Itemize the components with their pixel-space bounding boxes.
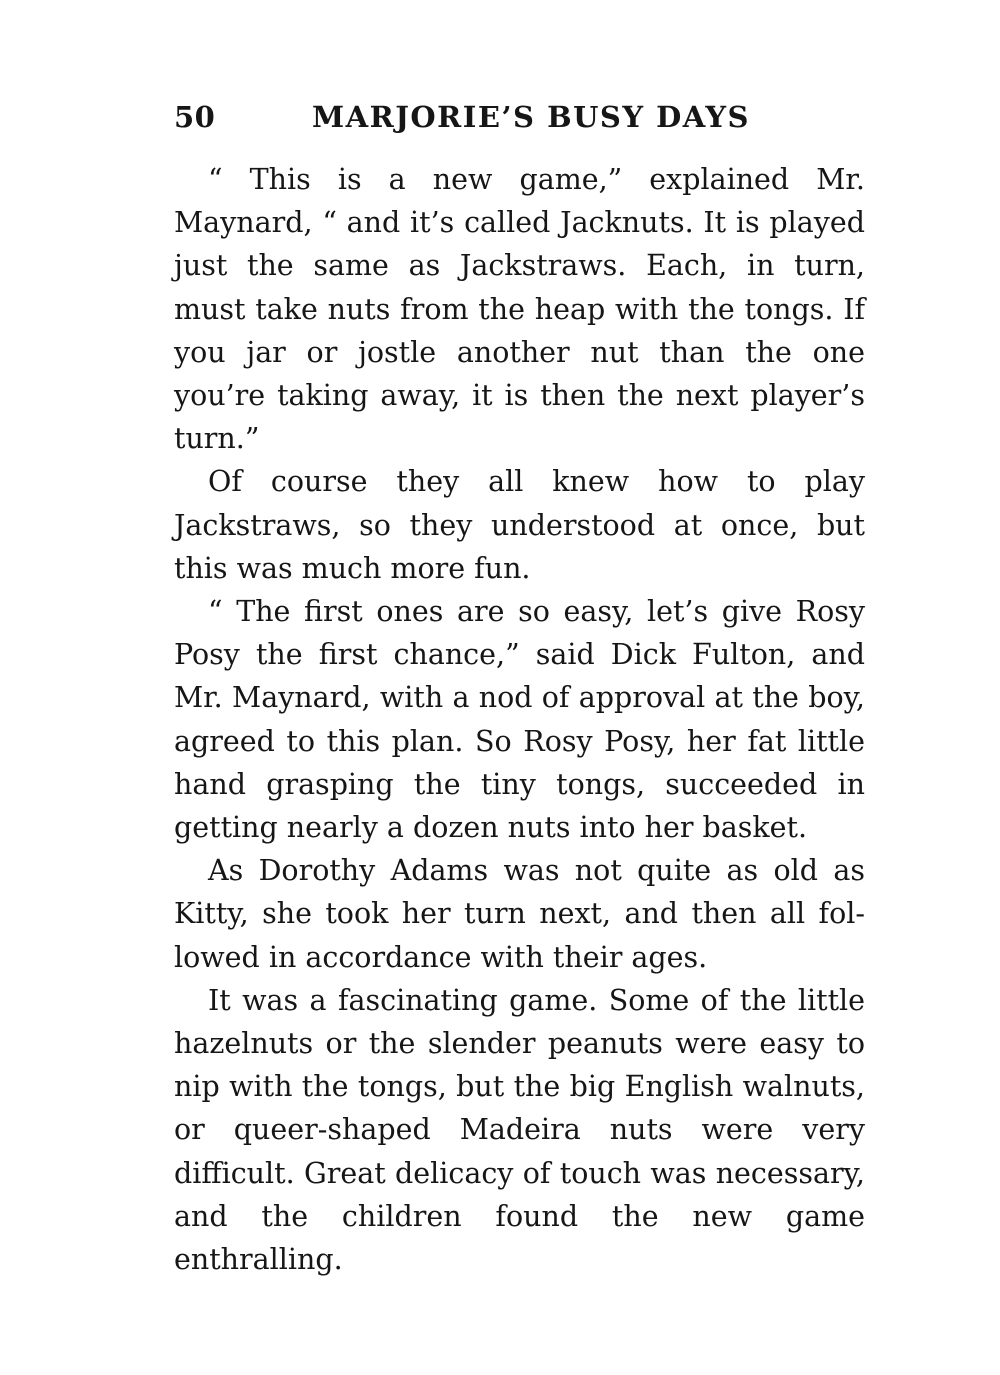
running-title: MARJORIE’S BUSY DAYS: [312, 100, 750, 134]
page-header: [174, 100, 874, 144]
paragraph-game-explanation: “ This is a new game,” explained Mr. Maynard, “ and it’s called Jacknuts. It is played just the same as Jackstraws. Each, in turn, must take nuts from the heap with the tongs. If you jar or jostle another nut than the one you’re taking away, it is then the next player’s turn.”: [174, 163, 865, 456]
paragraph-rosy-posy: “ The first ones are so easy, let’s give Rosy Posy the first chance,” said Dick Fulton, and Mr. Maynard, with a nod of approval at the boy, agreed to this plan. So Rosy Posy, her fat little hand grasping the tiny tongs, succeeded in getting nearly a dozen nuts into her basket.: [174, 595, 865, 845]
body-text: [174, 158, 865, 1281]
paragraph-understood: Of course they all knew how to play Jackstraws, so they understood at once, but this was much more fun.: [174, 465, 865, 585]
paragraph-dorothy-turn: As Dorothy Adams was not quite as old as Kitty, she took her turn next, and then all followed in accordance with their ages.: [174, 854, 865, 974]
paragraph-fascinating-game: It was a fascinating game. Some of the little hazelnuts or the slender peanuts were easy to nip with the tongs, but the big English walnuts, or queer-shaped Madeira nuts were very difficult. Great delicacy of touch was necessary, and the children found the new game enthralling.: [174, 983, 865, 1277]
page-number: 50: [174, 100, 216, 134]
